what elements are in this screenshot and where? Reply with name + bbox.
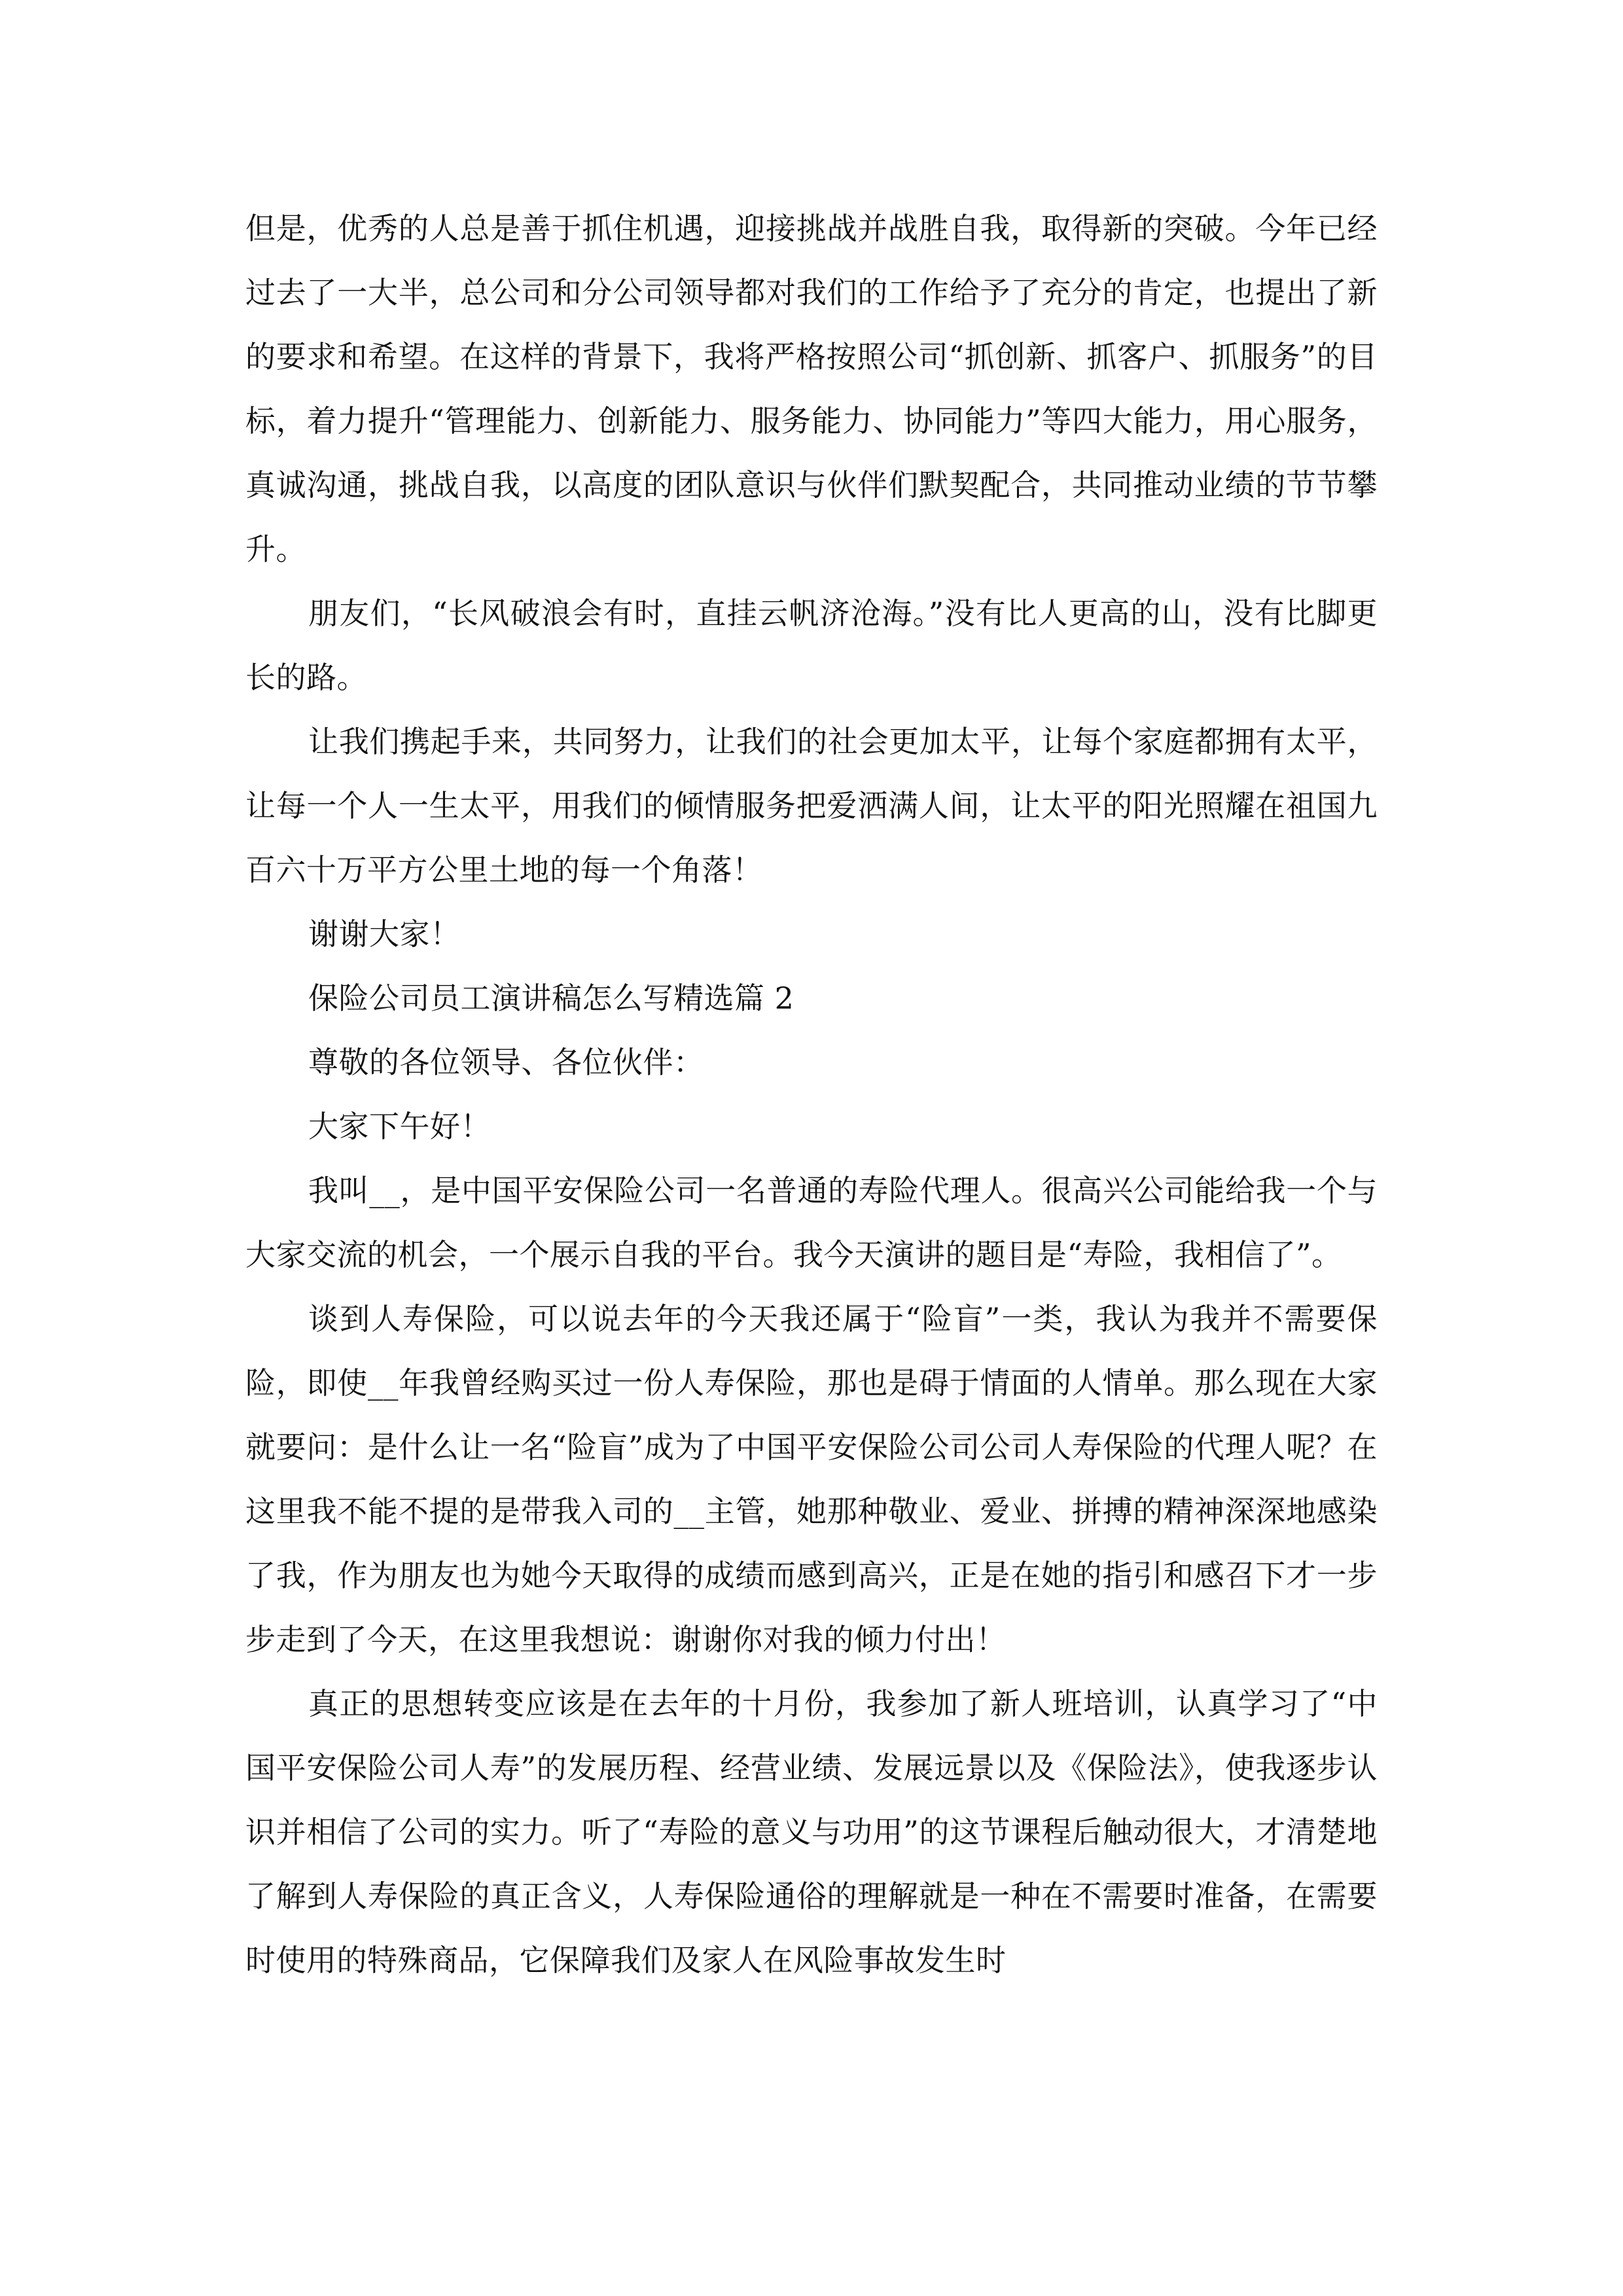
paragraph-friends: 朋友们，“长风破浪会有时，直挂云帆济沧海。”没有比人更高的山，没有比脚更长的路。 <box>245 596 1378 695</box>
section-heading: 保险公司员工演讲稿怎么写精选篇 2 <box>308 980 794 1016</box>
paragraph-join-hands: 让我们携起手来，共同努力，让我们的社会更加太平，让每个家庭都拥有太平，让每一个人一生太平，用我们的倾情服务把爱洒满人间，让太平的阳光照耀在祖国九百六十万平方公里土地的每一个角落！ <box>245 724 1378 888</box>
salutation: 尊敬的各位领导、各位伙伴： <box>308 1045 704 1080</box>
greeting: 大家下午好！ <box>308 1109 491 1144</box>
paragraph-thanks: 谢谢大家！ <box>308 916 461 952</box>
document-page <box>245 196 1378 1992</box>
paragraph-introduction: 我叫__，是中国平安保险公司一名普通的寿险代理人。很高兴公司能给我一个与大家交流的机会，一个展示自我的平台。我今天演讲的题目是“寿险，我相信了”。 <box>245 1173 1378 1272</box>
paragraph-mindset-change: 真正的思想转变应该是在去年的十月份，我参加了新人班培训，认真学习了“中国平安保险公司人寿”的发展历程、经营业绩、发展远景以及《保险法》，使我逐步认识并相信了公司的实力。听了“寿险的意义与功用”的这节课程后触动很大，才清楚地了解到人寿保险的真正含义，人寿保险通俗的理解就是一种在不需要时准备，在需要时使用的特殊商品，它保障我们及家人在风险事故发生时 <box>245 1686 1378 1978</box>
paragraph-insurance-blind: 谈到人寿保险，可以说去年的今天我还属于“险盲”一类，我认为我并不需要保险，即使__年我曾经购买过一份人寿保险，那也是碍于情面的人情单。那么现在大家就要问：是什么让一名“险盲”成为了中国平安保险公司公司人寿保险的代理人呢？在这里我不能不提的是带我入司的__主管，她那种敬业、爱业、拼搏的精神深深地感染了我，作为朋友也为她今天取得的成绩而感到高兴，正是在她的指引和感召下才一步步走到了今天，在这里我想说：谢谢你对我的倾力付出！ <box>245 1301 1378 1657</box>
paragraph-opening: 但是，优秀的人总是善于抓住机遇，迎接挑战并战胜自我，取得新的突破。今年已经过去了一大半，总公司和分公司领导都对我们的工作给予了充分的肯定，也提出了新的要求和希望。在这样的背景下，我将严格按照公司“抓创新、抓客户、抓服务”的目标，着力提升“管理能力、创新能力、服务能力、协同能力”等四大能力，用心服务，真诚沟通，挑战自我，以高度的团队意识与伙伴们默契配合，共同推动业绩的节节攀升。 <box>245 211 1378 567</box>
